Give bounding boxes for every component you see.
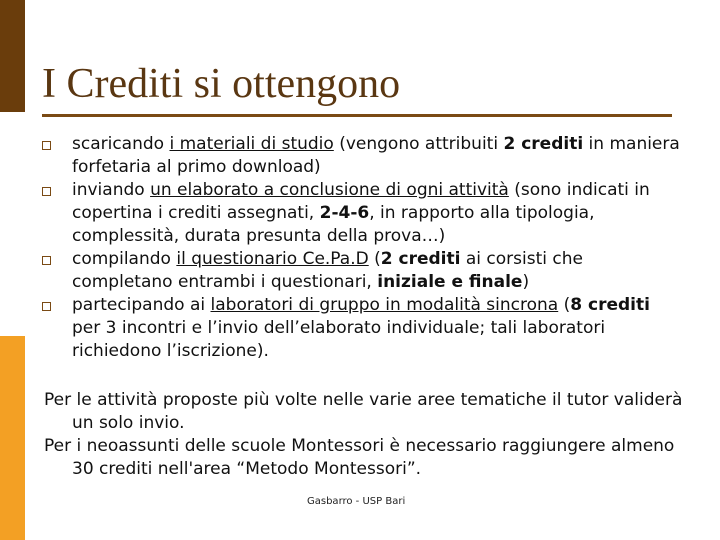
note-paragraph: Per i neoassunti delle scuole Montessori è necessario raggiungere almeno 30 crediti nell'area “Metodo Montessori”. (44, 436, 675, 479)
bullet-square-icon (42, 187, 51, 196)
bullet-square-icon (42, 141, 51, 150)
bullet-text: partecipando ai (72, 295, 211, 315)
bullet-link-text: i materiali di studio (169, 134, 334, 154)
bullet-link-text: laboratori di gruppo in modalità sincrona (210, 295, 559, 315)
sidebar-accent-bottom (0, 336, 25, 540)
bullet-text: (sono indicati in copertina i crediti assegnati, (72, 180, 650, 223)
bullet-item (42, 133, 682, 179)
bullet-text: per 3 incontri e l’invio dell’elaborato individuale; tali laboratori richiedono l’iscrizione). (72, 318, 606, 361)
notes-block (44, 389, 694, 481)
bullet-text: ai corsisti che completano entrambi i questionari, (72, 249, 583, 292)
bullet-square-icon (42, 302, 51, 311)
slide-title: I Crediti si ottengono (42, 61, 401, 107)
bullet-square-icon (42, 256, 51, 265)
bullet-list (42, 133, 682, 363)
bullet-bold-text: 2 crediti (503, 134, 584, 154)
bullet-item (42, 179, 682, 248)
slide-footer: Gasbarro - USP Bari (307, 496, 406, 507)
bullet-text: , in rapporto alla tipologia, complessità, durata presunta della prova…) (72, 203, 595, 246)
bullet-text: ( (368, 249, 381, 269)
bullet-item (42, 248, 682, 294)
bullet-text: inviando (72, 180, 151, 200)
bullet-text: ) (522, 272, 530, 292)
title-underline-rule (42, 114, 672, 117)
bullet-text: (vengono attribuiti (333, 134, 504, 154)
bullet-bold-text: 2-4-6 (319, 203, 370, 223)
bullet-text: ( (558, 295, 571, 315)
bullet-item (42, 294, 682, 363)
sidebar-accent-top (0, 0, 25, 112)
bullet-text: scaricando (72, 134, 170, 154)
bullet-link-text: un elaborato a conclusione di ogni attività (150, 180, 509, 200)
bullet-text: compilando (72, 249, 177, 269)
bullet-text: in maniera forfetaria al primo download) (72, 134, 680, 177)
bullet-bold-text: 2 crediti (380, 249, 461, 269)
bullet-link-text: il questionario Ce.Pa.D (176, 249, 369, 269)
bullet-bold-text: iniziale e finale (377, 272, 523, 292)
bullet-bold-text: 8 crediti (570, 295, 650, 315)
note-paragraph: Per le attività proposte più volte nelle varie aree tematiche il tutor validerà un solo invio. (44, 390, 683, 433)
